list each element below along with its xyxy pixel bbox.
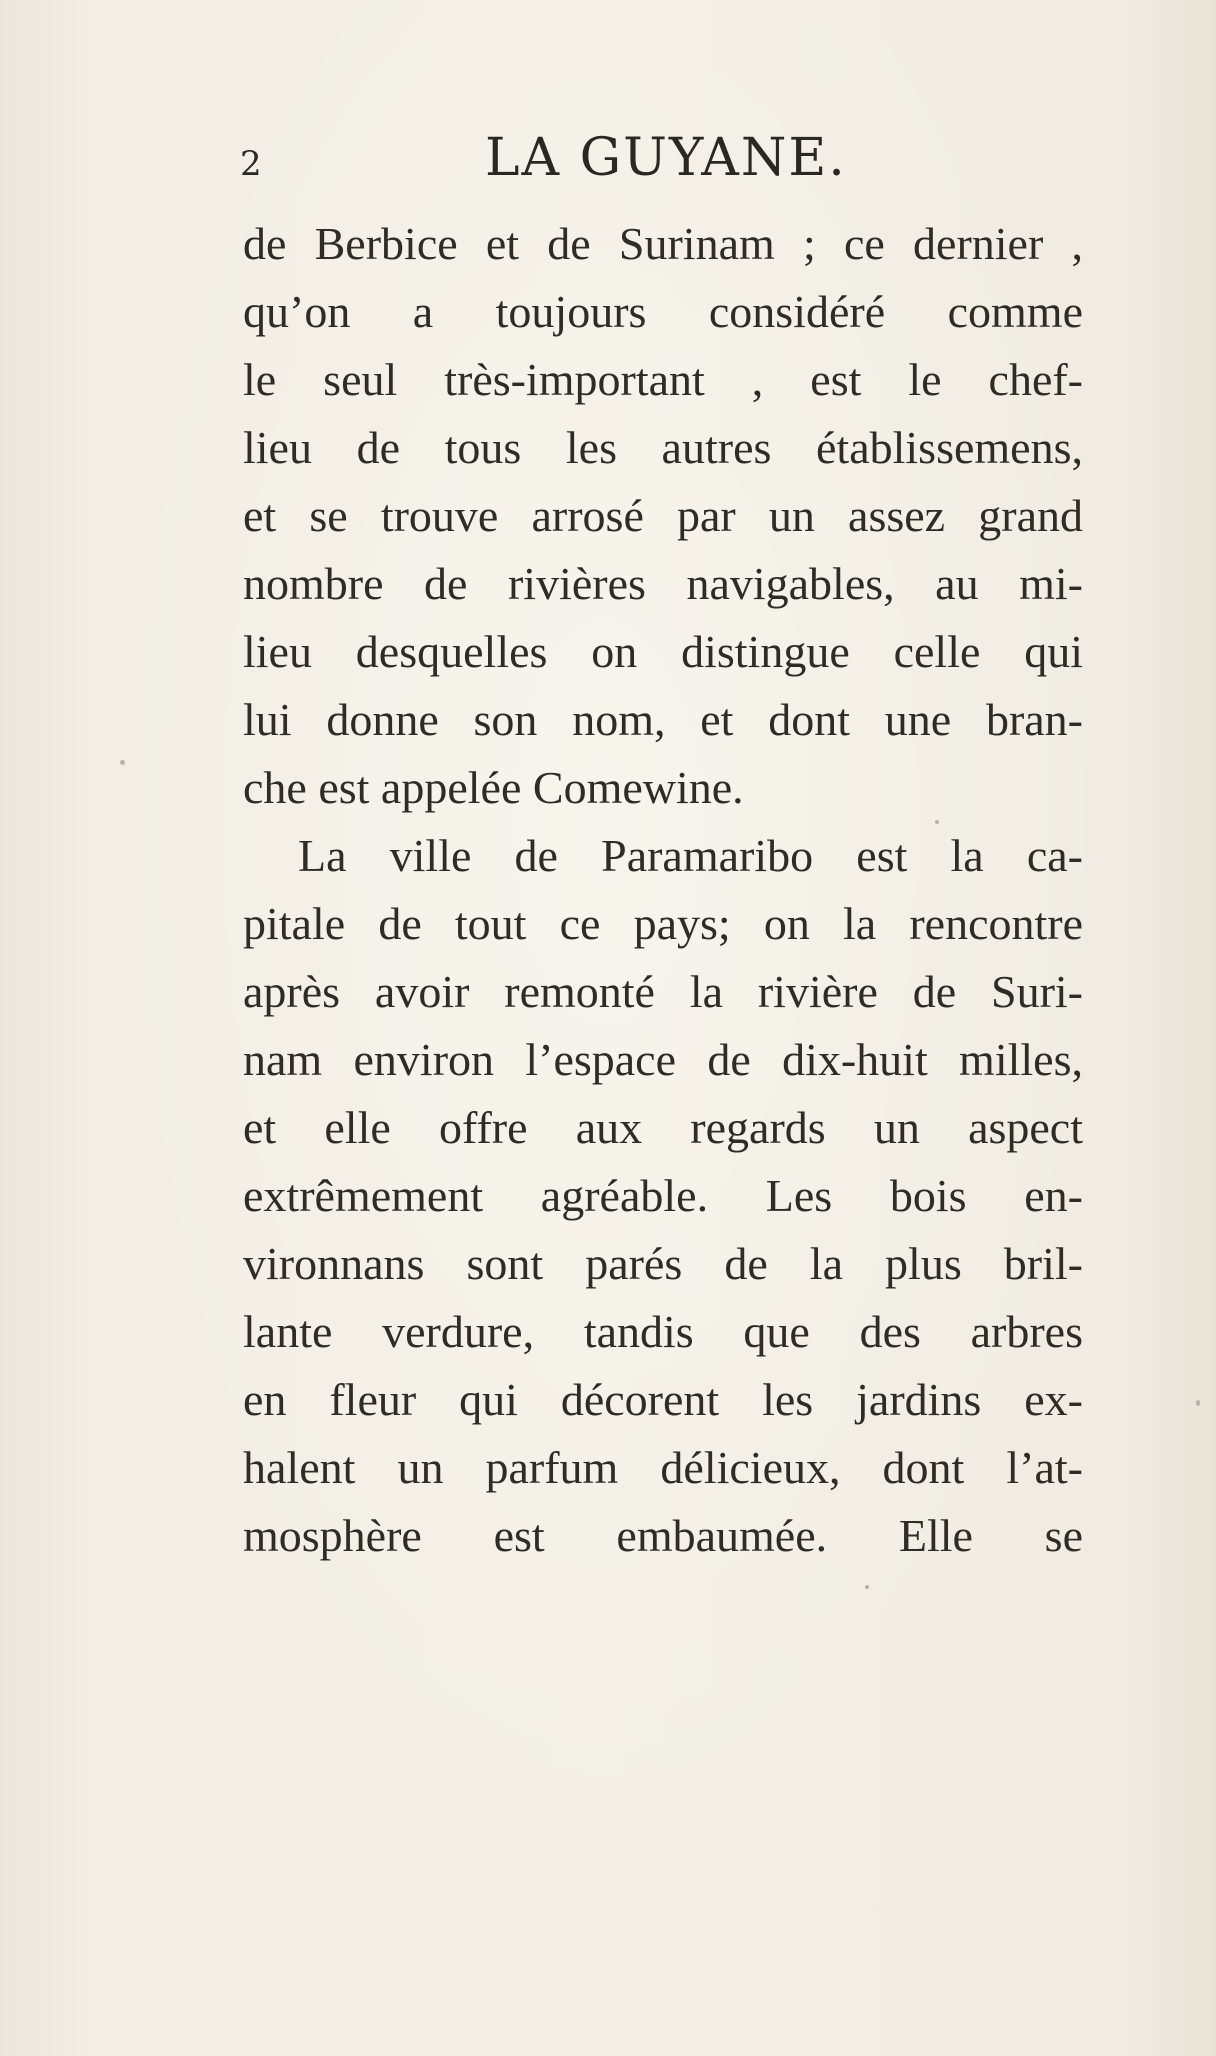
running-header [240,128,1080,198]
text-line: che est appelée Comewine. [243,762,744,813]
text-line: de Berbice et de Surinam ; ce dernier , [243,218,1083,269]
text-line: halent un parfum délicieux, dont l’at- [243,1442,1083,1493]
text-line: mosphère est embaumée. Elle se [243,1510,1083,1561]
text-line: qu’on a toujours considéré comme [243,286,1083,337]
text-line: nam environ l’espace de dix-huit milles, [243,1034,1083,1085]
paper-speck [120,760,125,765]
text-line: vironnans sont parés de la plus bril- [243,1238,1083,1289]
paragraph-2 [243,822,1083,1570]
text-line: La ville de Paramaribo est la ca- [298,830,1083,881]
text-line: lante verdure, tandis que des arbres [243,1306,1083,1357]
text-line: lieu desquelles on distingue celle qui [243,626,1083,677]
text-line: extrêmement agréable. Les bois en- [243,1170,1083,1221]
paper-speck [1196,1400,1200,1406]
running-title: LA GUYANE. [485,128,847,188]
text-line: et se trouve arrosé par un assez grand [243,490,1083,541]
paragraph-1 [243,210,1083,822]
text-line: après avoir remonté la rivière de Suri- [243,966,1083,1017]
paper-speck [865,1585,869,1589]
text-line: le seul très-important , est le chef- [243,354,1083,405]
text-line: en fleur qui décorent les jardins ex- [243,1374,1083,1425]
body-text [243,210,1083,1570]
text-line: lui donne son nom, et dont une bran- [243,694,1083,745]
text-line: pitale de tout ce pays; on la rencontre [243,898,1083,949]
page-number: 2 [240,144,262,184]
text-line: et elle offre aux regards un aspect [243,1102,1083,1153]
text-line: lieu de tous les autres établissemens, [243,422,1083,473]
text-line: nombre de rivières navigables, au mi- [243,558,1083,609]
